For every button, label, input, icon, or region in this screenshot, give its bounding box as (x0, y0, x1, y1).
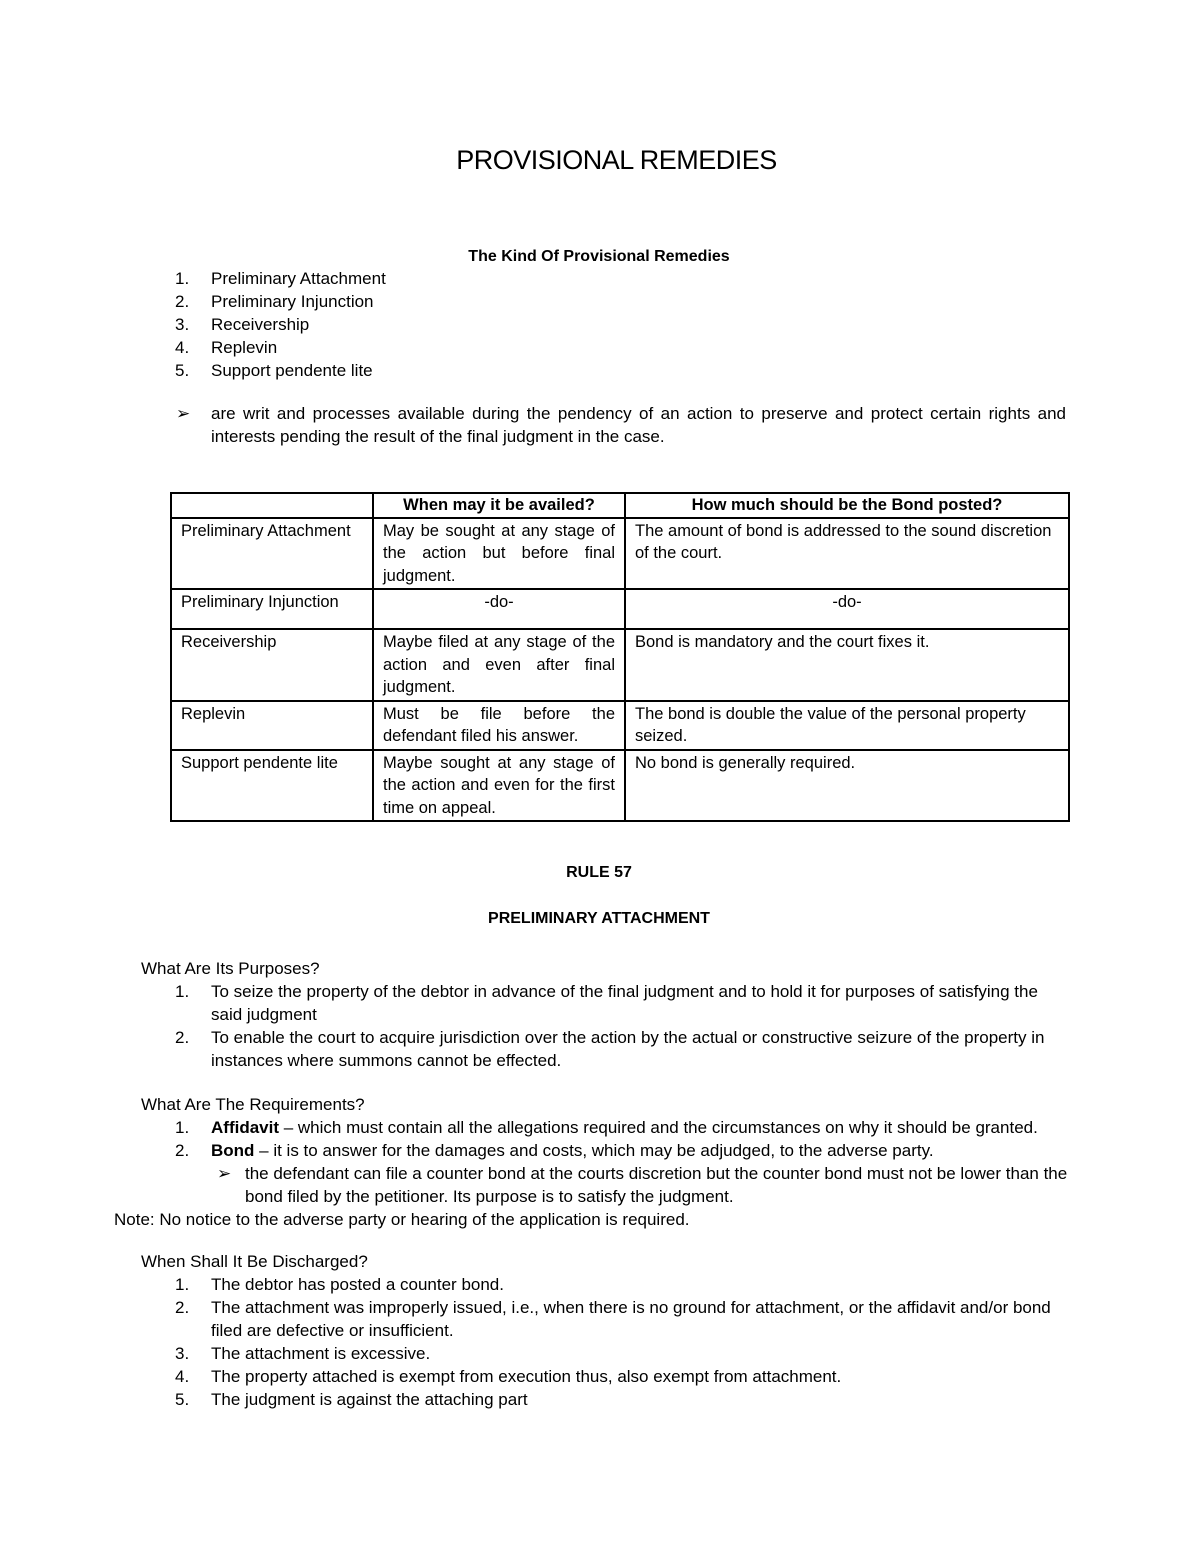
table-header-cell: When may it be availed? (373, 493, 625, 518)
arrow-bullet-icon: ➢ (217, 1164, 232, 1183)
list-number: 1. (175, 982, 190, 1001)
counter-bond-point (141, 1162, 1071, 1208)
requirement-term: Affidavit (211, 1118, 279, 1137)
requirements-section (114, 1093, 1071, 1231)
when-cell: Maybe sought at any stage of the action and even for the first time on appeal. (373, 750, 625, 822)
table-row (171, 589, 1069, 629)
list-number: 2. (175, 1298, 190, 1317)
sub-point-text: the defendant can file a counter bond at the courts discretion but the counter bond must not be lower than the bond filed by the petitioner. Its purpose is to satisfy the judgment. (245, 1164, 1068, 1206)
list-item (170, 1388, 1071, 1411)
bond-cell: Bond is mandatory and the court fixes it. (625, 629, 1069, 701)
section-heading: What Are The Requirements? (141, 1095, 365, 1114)
list-item (170, 1273, 1071, 1296)
list-number: 2. (175, 1028, 190, 1047)
definition-text: are writ and processes available during the pendency of an action to preserve and protect certain rights and interests pending the result of the final judgment in the case. (211, 404, 1066, 446)
list-number: 5. (175, 361, 190, 380)
list-text: Replevin (211, 338, 278, 357)
table-row (171, 518, 1069, 590)
list-text: – it is to answer for the damages and costs, which may be adjudged, to the adverse party. (254, 1141, 934, 1160)
when-cell: -do- (373, 589, 625, 629)
purposes-list (141, 980, 1071, 1072)
list-number: 5. (175, 1390, 190, 1409)
arrow-bullet-icon: ➢ (176, 404, 191, 423)
remedies-table (170, 492, 1070, 822)
rule-title: PRELIMINARY ATTACHMENT (488, 910, 710, 927)
kinds-list (170, 267, 386, 382)
section-heading: When Shall It Be Discharged? (141, 1252, 368, 1271)
requirement-term: Bond (211, 1141, 255, 1160)
table-header-cell (171, 493, 373, 518)
section-subtitle: The Kind Of Provisional Remedies (468, 248, 730, 265)
list-text: Receivership (211, 315, 310, 334)
list-text: – which must contain all the allegations required and the circumstances on why it should be granted. (279, 1118, 1038, 1137)
list-item (170, 1342, 1071, 1365)
page-title: PROVISIONAL REMEDIES (456, 145, 777, 175)
discharge-list (141, 1273, 1071, 1411)
list-number: 2. (175, 1141, 190, 1160)
list-text: The property attached is exempt from execution thus, also exempt from attachment. (211, 1367, 842, 1386)
rule-number: RULE 57 (566, 864, 632, 881)
table-row (171, 629, 1069, 701)
list-number: 4. (175, 1367, 190, 1386)
bond-cell: -do- (625, 589, 1069, 629)
list-text: To seize the property of the debtor in advance of the final judgment and to hold it for purposes of satisfying the said judgment (211, 982, 1038, 1024)
list-number: 1. (175, 1275, 190, 1294)
list-item (170, 1139, 1071, 1162)
list-item (170, 1116, 1071, 1139)
remedy-cell: Preliminary Attachment (171, 518, 373, 590)
bond-cell: The amount of bond is addressed to the sound discretion of the court. (625, 518, 1069, 590)
list-number: 2. (175, 292, 190, 311)
bond-cell: No bond is generally required. (625, 750, 1069, 822)
definition-paragraph (176, 402, 1066, 448)
table-row (171, 701, 1069, 750)
purposes-section (141, 957, 1071, 1072)
list-item (170, 1026, 1071, 1072)
list-item (170, 980, 1071, 1026)
list-item (170, 290, 386, 313)
note-text: Note: No notice to the adverse party or hearing of the application is required. (114, 1210, 690, 1229)
requirements-list (141, 1116, 1071, 1162)
list-number: 3. (175, 315, 190, 334)
list-item (170, 359, 386, 382)
list-item (170, 267, 386, 290)
list-text: Preliminary Injunction (211, 292, 374, 311)
table-header-cell: How much should be the Bond posted? (625, 493, 1069, 518)
discharge-section (141, 1250, 1071, 1411)
list-text: The attachment was improperly issued, i.e., when there is no ground for attachment, or the affidavit and/or bond filed are defective or insufficient. (211, 1298, 1051, 1340)
list-number: 3. (175, 1344, 190, 1363)
when-cell: Must be file before the defendant filed his answer. (373, 701, 625, 750)
list-text: Preliminary Attachment (211, 269, 386, 288)
table-row (171, 750, 1069, 822)
bond-cell: The bond is double the value of the personal property seized. (625, 701, 1069, 750)
list-number: 1. (175, 269, 190, 288)
list-number: 4. (175, 338, 190, 357)
list-text: The attachment is excessive. (211, 1344, 431, 1363)
list-text: The debtor has posted a counter bond. (211, 1275, 504, 1294)
when-cell: May be sought at any stage of the action but before final judgment. (373, 518, 625, 590)
section-heading: What Are Its Purposes? (141, 959, 320, 978)
remedy-cell: Support pendente lite (171, 750, 373, 822)
list-item (170, 313, 386, 336)
list-text: To enable the court to acquire jurisdiction over the action by the actual or constructive seizure of the property in instances where summons cannot be effected. (211, 1028, 1045, 1070)
table-header-row (171, 493, 1069, 518)
remedy-cell: Replevin (171, 701, 373, 750)
list-number: 1. (175, 1118, 190, 1137)
list-text: The judgment is against the attaching part (211, 1390, 528, 1409)
list-item (170, 1365, 1071, 1388)
list-item (170, 1296, 1071, 1342)
list-text: Support pendente lite (211, 361, 373, 380)
when-cell: Maybe filed at any stage of the action and even after final judgment. (373, 629, 625, 701)
remedy-cell: Preliminary Injunction (171, 589, 373, 629)
remedy-cell: Receivership (171, 629, 373, 701)
list-item (170, 336, 386, 359)
